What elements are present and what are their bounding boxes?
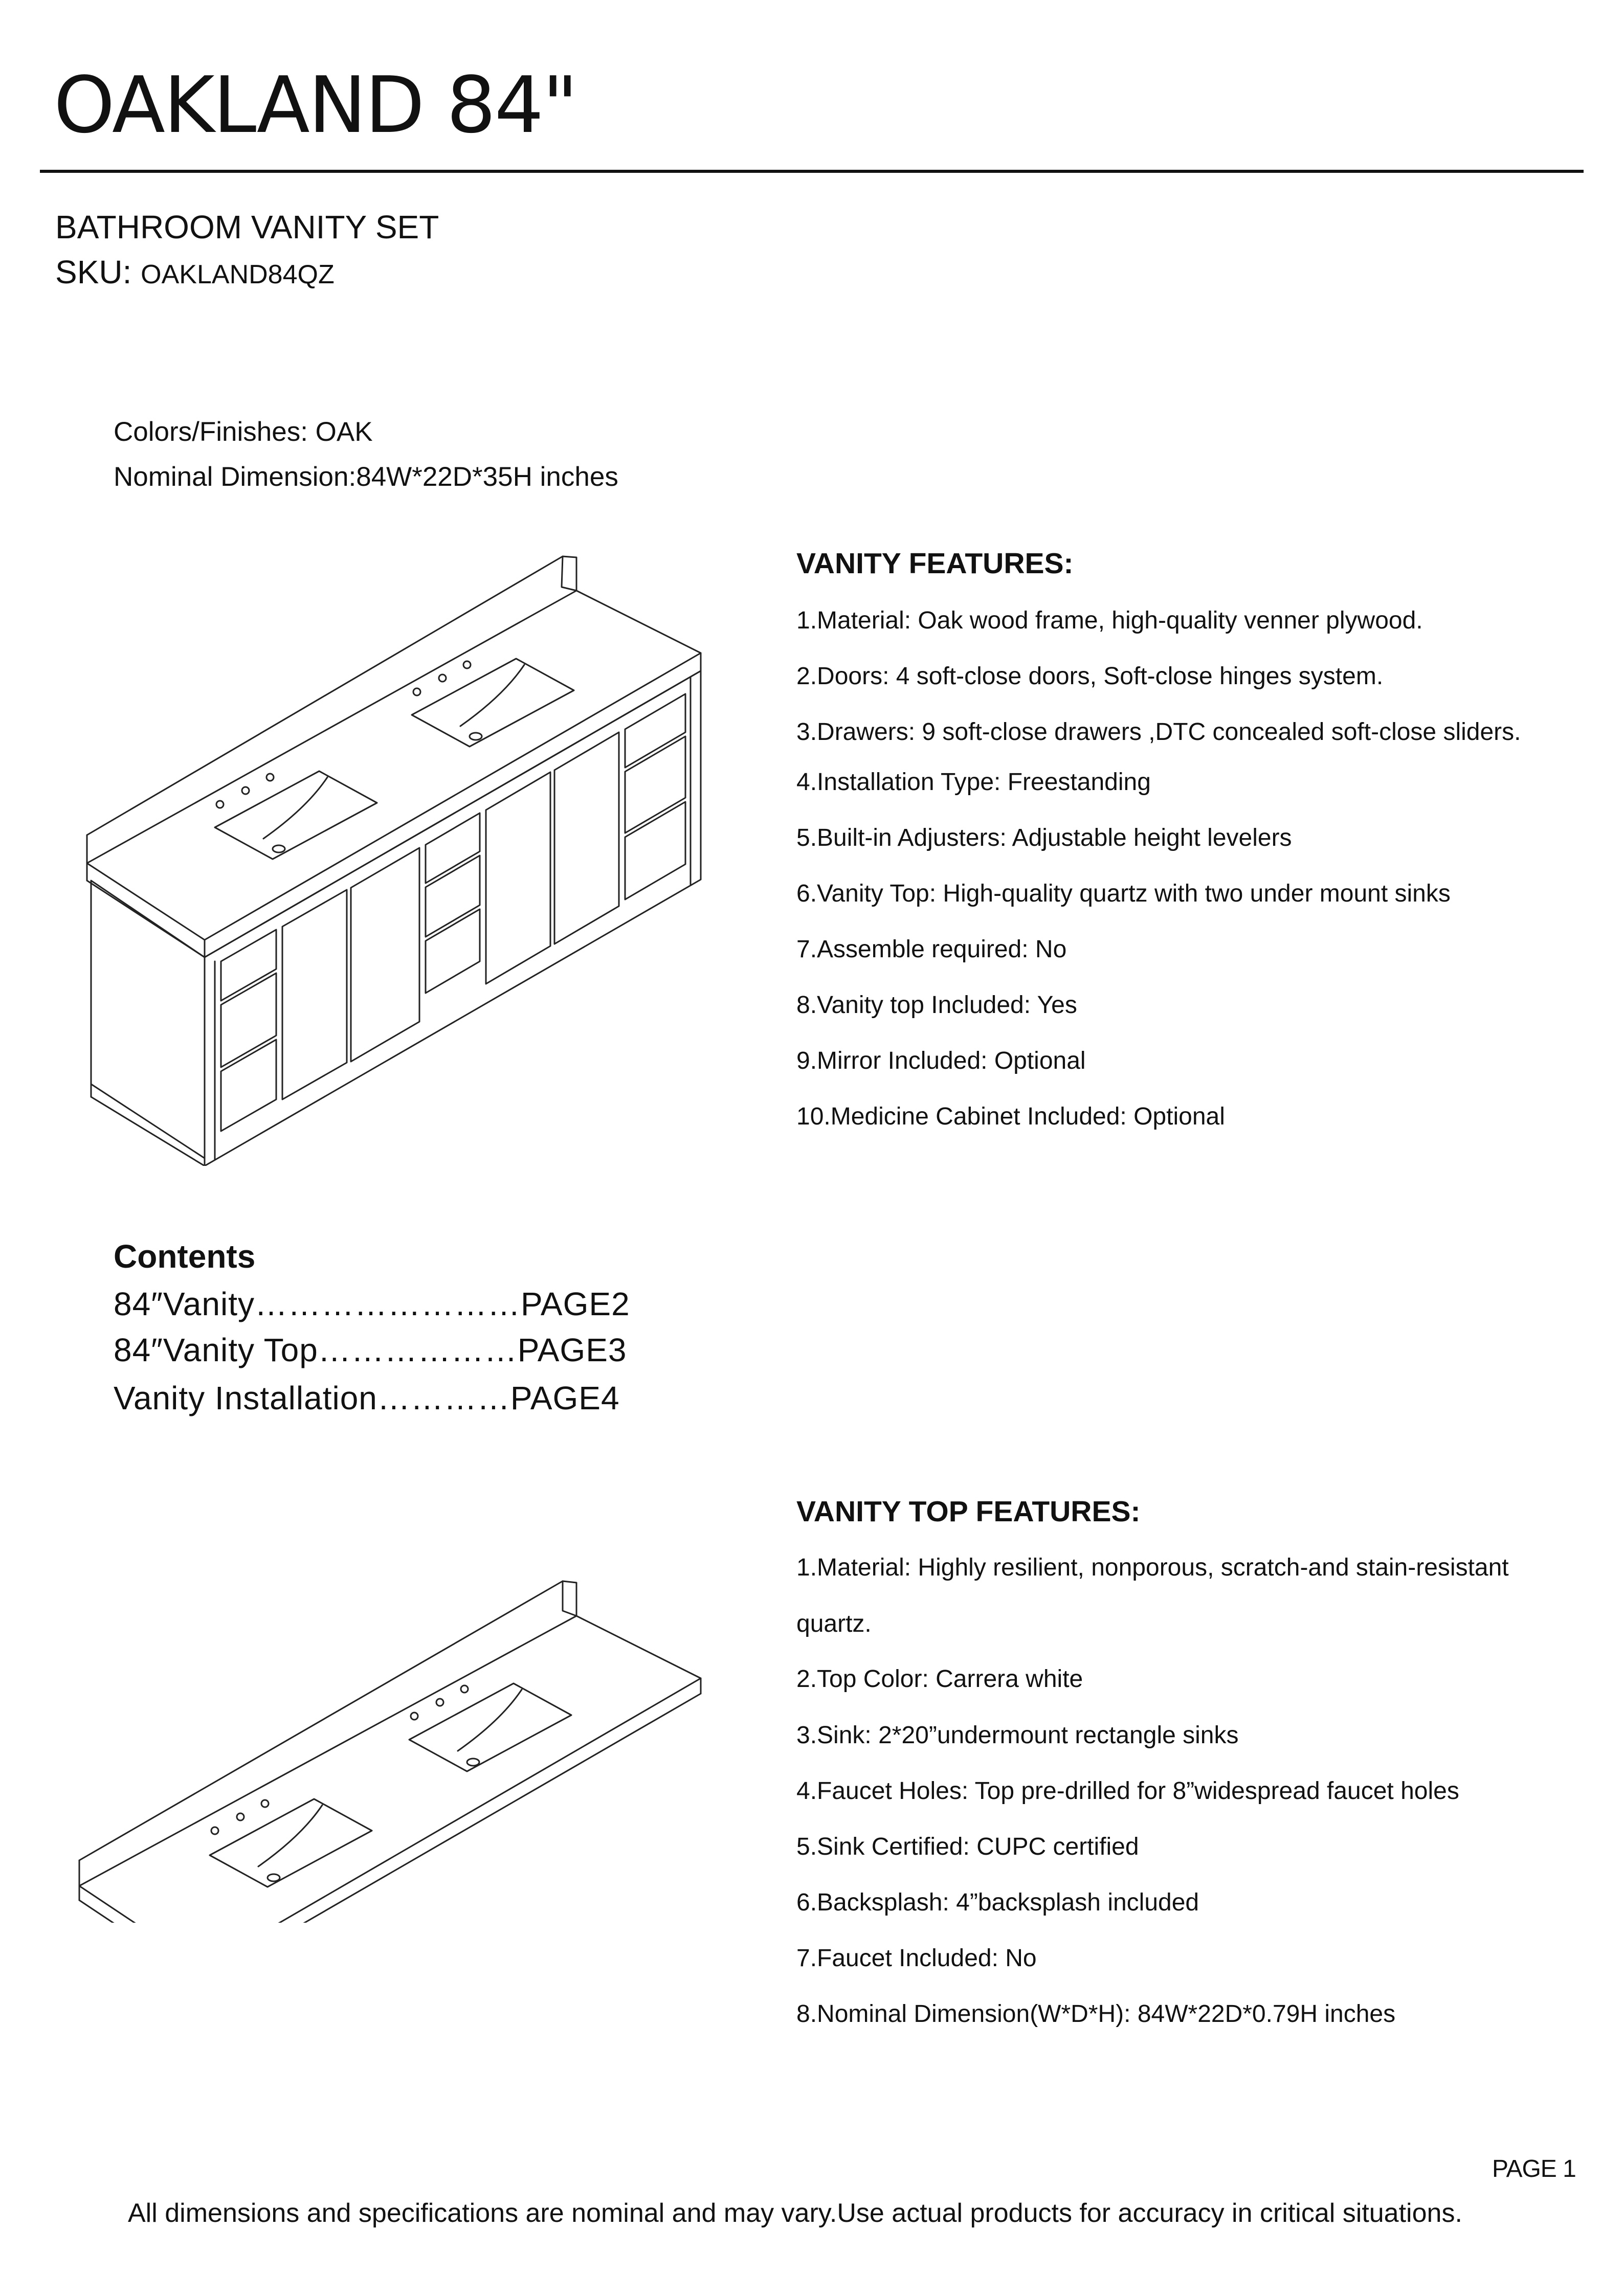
vanity-feature-item: 7.Assemble required: No	[796, 936, 1067, 963]
sink-left-bowl	[258, 1805, 322, 1866]
colors-finishes: Colors/Finishes: OAK	[114, 417, 373, 447]
faucet-hole	[411, 1713, 418, 1720]
disclaimer: All dimensions and specifications are nominal and may vary.Use actual products for accuracy in critical situations.	[128, 2198, 1462, 2228]
sink-right	[409, 1683, 571, 1771]
nominal-dimension: Nominal Dimension:84W*22D*35H inches	[114, 462, 618, 492]
drawer	[221, 1040, 276, 1131]
sink-right-bowl	[460, 665, 524, 726]
faucet-hole	[439, 674, 446, 682]
sku-label: SKU:	[55, 254, 132, 290]
vanity-feature-item: 2.Doors: 4 soft-close doors, Soft-close hinges system.	[796, 663, 1384, 690]
cabinet-front	[205, 671, 701, 1166]
vanity-feature-item: 5.Built-in Adjusters: Adjustable height levelers	[796, 824, 1292, 851]
drawer	[221, 973, 276, 1067]
vanity-feature-item: 3.Drawers: 9 soft-close drawers ,DTC concealed soft-close sliders.	[796, 718, 1521, 746]
door	[554, 732, 619, 944]
backsplash-end	[562, 556, 576, 591]
backsplash-top-edge	[87, 556, 563, 835]
drawer	[625, 736, 685, 833]
vanity-feature-item: 10.Medicine Cabinet Included: Optional	[796, 1103, 1225, 1130]
page-number: PAGE 1	[1492, 2155, 1576, 2182]
title-divider	[40, 170, 1584, 173]
backsplash-end	[563, 1581, 576, 1616]
sink-left	[215, 771, 377, 859]
faucet-hole	[463, 661, 471, 668]
contents-heading: Contents	[114, 1238, 256, 1275]
sink-right-bowl	[458, 1690, 522, 1751]
faucet-hole	[261, 1800, 269, 1807]
top-feature-item: 6.Backsplash: 4”backsplash included	[796, 1889, 1199, 1916]
sink-right-drain	[467, 1759, 479, 1766]
sku-value: OAKLAND84QZ	[141, 260, 335, 289]
sink-left-bowl	[263, 777, 327, 839]
faucet-hole	[237, 1813, 244, 1820]
toc-item-vanity: 84″Vanity……………………PAGE2	[114, 1286, 630, 1322]
sink-left-drain	[268, 1874, 280, 1881]
vanity-feature-item: 1.Material: Oak wood frame, high-quality venner plywood.	[796, 607, 1423, 634]
faucet-hole	[211, 1827, 218, 1834]
faucet-hole	[461, 1685, 468, 1693]
top-feature-item: 3.Sink: 2*20”undermount rectangle sinks	[796, 1722, 1239, 1749]
drawer	[625, 802, 685, 899]
countertop-surface	[79, 1616, 701, 1923]
toc-item-vanity-top: 84″Vanity Top………………PAGE3	[114, 1332, 627, 1368]
vanity-feature-item: 9.Mirror Included: Optional	[796, 1047, 1086, 1074]
drawer	[625, 694, 685, 768]
vanity-feature-item: 8.Vanity top Included: Yes	[796, 992, 1077, 1019]
top-features-heading: VANITY TOP FEATURES:	[796, 1495, 1141, 1528]
vanity-feature-item: 6.Vanity Top: High-quality quartz with two under mount sinks	[796, 880, 1451, 907]
top-feature-item: 5.Sink Certified: CUPC certified	[796, 1833, 1139, 1860]
cabinet-side-panel	[91, 881, 205, 1158]
sink-left-drain	[273, 845, 285, 852]
door	[486, 772, 550, 984]
top-feature-item: 4.Faucet Holes: Top pre-drilled for 8”widespread faucet holes	[796, 1777, 1459, 1805]
top-feature-item: quartz.	[796, 1610, 872, 1637]
vanity-features-heading: VANITY FEATURES:	[796, 547, 1074, 580]
top-feature-item: 1.Material: Highly resilient, nonporous, scratch-and stain-resistant	[796, 1554, 1509, 1581]
backsplash-top-edge	[79, 1581, 563, 1860]
sink-right	[412, 659, 574, 747]
door	[282, 890, 347, 1099]
product-subtitle: BATHROOM VANITY SET	[55, 209, 439, 245]
faucet-hole	[216, 801, 224, 808]
page-title: OAKLAND 84"	[54, 60, 577, 150]
vanity-cabinet-illustration	[77, 552, 711, 1166]
drawer	[221, 930, 276, 1001]
top-feature-item: 7.Faucet Included: No	[796, 1945, 1037, 1972]
top-feature-item: 2.Top Color: Carrera white	[796, 1665, 1083, 1693]
sku-line	[55, 256, 335, 288]
sink-left	[210, 1799, 372, 1887]
countertop-surface	[87, 591, 701, 940]
toc-item-installation: Vanity Installation…………PAGE4	[114, 1380, 620, 1416]
sink-right-drain	[470, 733, 482, 740]
faucet-hole	[436, 1699, 443, 1706]
vanity-feature-item: 4.Installation Type: Freestanding	[796, 769, 1151, 796]
top-feature-item: 8.Nominal Dimension(W*D*H): 84W*22D*0.79H inches	[796, 2000, 1396, 2028]
faucet-hole	[413, 688, 420, 695]
door	[351, 848, 419, 1062]
faucet-hole	[266, 774, 274, 781]
faucet-hole	[242, 787, 249, 794]
drawer	[426, 813, 480, 883]
vanity-top-illustration	[72, 1575, 711, 1923]
